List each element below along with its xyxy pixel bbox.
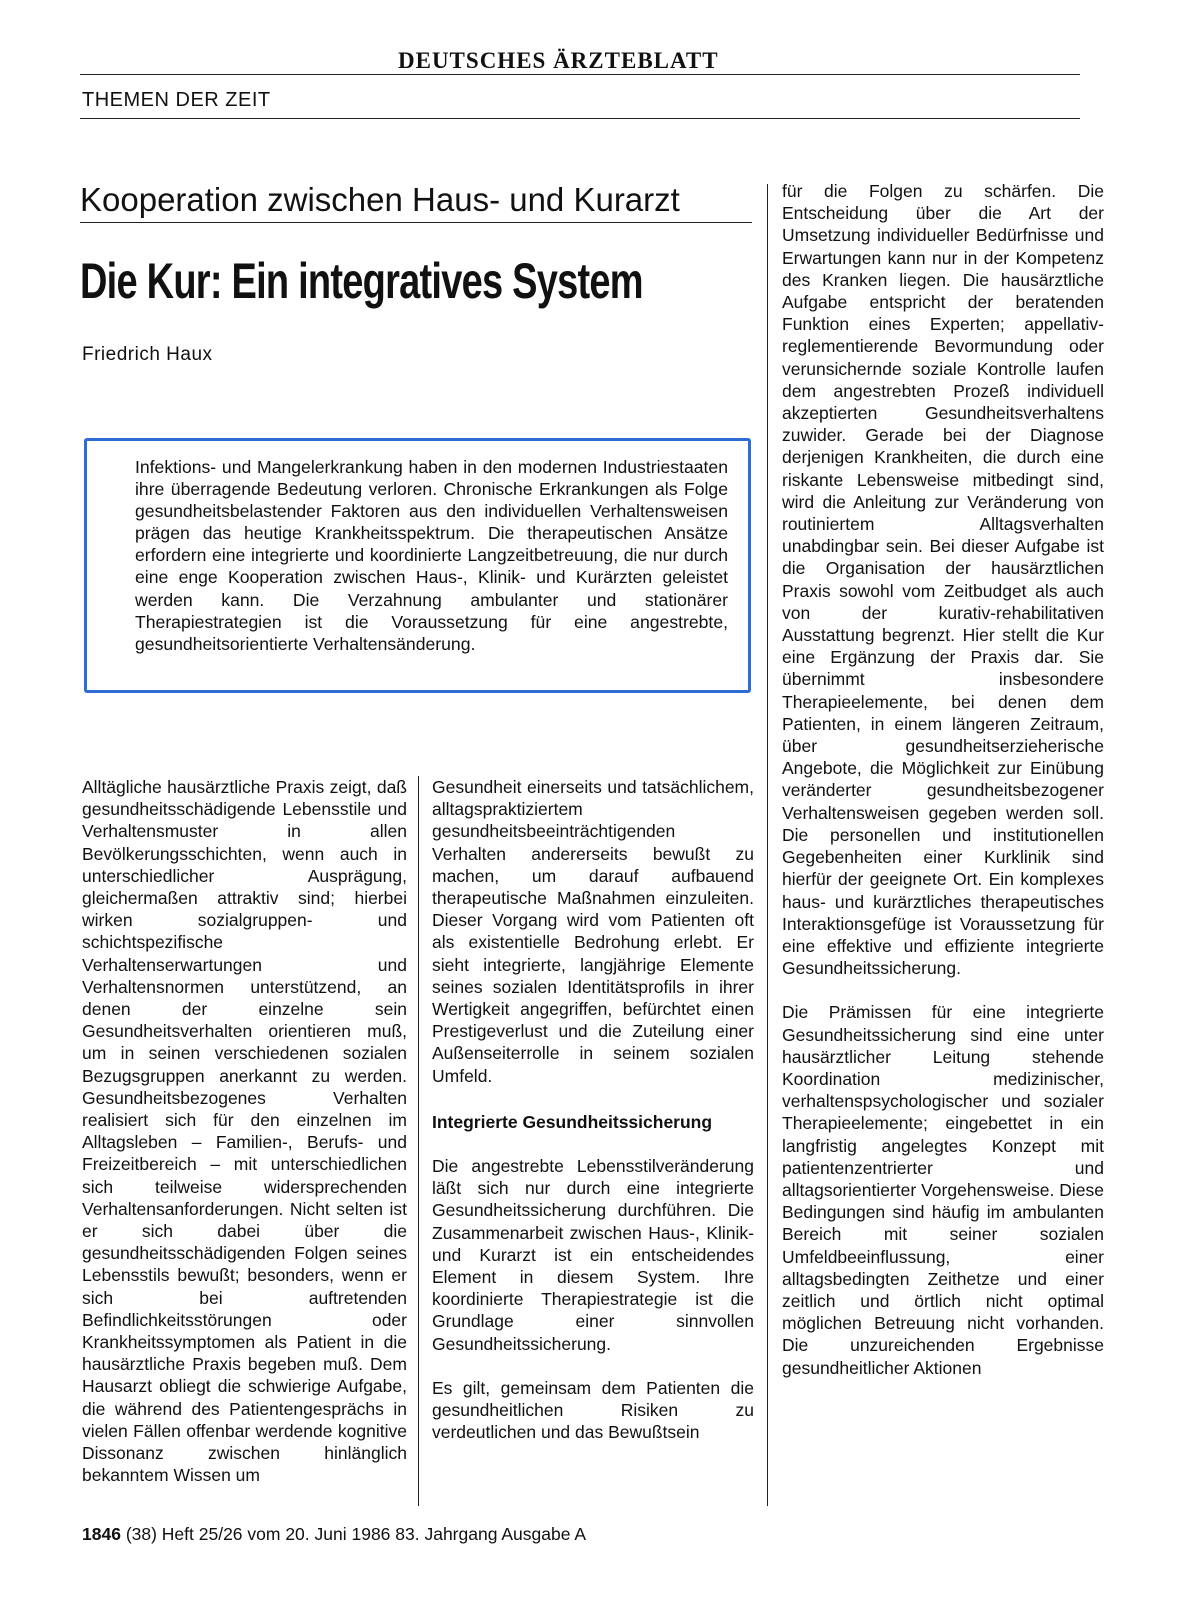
edition-label: Ausgabe A — [501, 1524, 587, 1544]
section-label: THEMEN DER ZEIT — [82, 89, 271, 111]
abstract-box — [84, 438, 751, 693]
article-kicker: Kooperation zwischen Haus- und Kurarzt — [80, 178, 752, 223]
subheading: Integrierte Gesundheitssicherung — [432, 1111, 713, 1132]
article-author: Friedrich Haux — [82, 344, 213, 365]
text-column-3 — [782, 180, 1104, 1379]
paragraph: Es gilt, gemeinsam dem Patienten die gesundheitlichen Risiken zu verdeutlichen und das Bewußtsein — [432, 1377, 754, 1443]
paragraph: für die Folgen zu schärfen. Die Entscheidung über die Art der Umsetzung individueller Bedürfnisse und Erwartungen kann nur in der Kompetenz des Kranken liegen. Die hausärztliche Aufgabe entspricht der beratenden Funktion eines Experten; appellativ-reglementierende Bevormundung oder verunsichernde soziale Kontrolle laufen dem angestrebten Prozeß individuell akzeptierten Gesundheitsverhaltens zuwider. Gerade bei der Diagnose derjenigen Krankheiten, die durch eine riskante Lebensweise mitbedingt sind, wird die Anleitung zur Veränderung von routiniertem Alltagsverhalten unabdingbar sein. Bei dieser Aufgabe ist die Organisation der hausärztlichen Praxis sowohl vom Zeitbudget als auch von der kurativ-rehabilitativen Ausstattung begrenzt. Hier stellt die Kur eine Ergänzung der Praxis dar. Sie übernimmt insbesondere Therapieelemente, bei denen dem Patienten, in einem längeren Zeitraum, über gesundheitserzieherische Angebote, die Möglichkeit zur Einübung veränderter gesundheitsbezogener Verhaltensweisen gegeben werden soll. Die personellen und institutionellen Gegebenheiten einer Kurklinik sind hierfür der geeignete Ort. Ein komplexes haus- und kurärztliches therapeutisches Interaktionsgefüge ist Voraussetzung für eine effektive und effiziente integrierte Gesundheitssicherung. — [782, 181, 1104, 979]
masthead-title: DEUTSCHES ÄRZTEBLATT — [398, 48, 719, 73]
text-column-1 — [82, 776, 407, 1487]
header-rule — [80, 118, 1080, 119]
article-headline: Die Kur: Ein integratives System — [80, 253, 643, 309]
paragraph: Die angestrebte Lebensstilveränderung läßt sich nur durch eine integrierte Gesundheitssicherung durchführen. Die Zusammenarbeit zwischen Haus-, Klinik- und Kurarzt ist ein entscheidendes Element in diesem System. Ihre koordinierte Therapiestrategie ist die Grundlage einer sinnvollen Gesundheitssicherung. — [432, 1156, 754, 1354]
page-number: 1846 — [82, 1524, 121, 1544]
column-divider — [767, 184, 768, 1506]
masthead-rule — [80, 74, 1080, 75]
paragraph: Die Prämissen für eine integrierte Gesundheitssicherung sind eine unter hausärztlicher Leitung stehende Koordination medizinischer, verhaltenspsychologischer und sozialer Therapieelemente; eingebettet in ein langfristig angelegtes Konzept mit patientenzentrierter und alltagsorientierter Vorgehensweise. Diese Bedingungen sind häufig im ambulanten Bereich mit seiner sozialen Umfeldbeeinflussung, einer alltagsbedingten Zeithetze und einer zeitlich und örtlich nicht optimal möglichen Betreuung nicht vorhanden. Die unzureichenden Ergebnisse gesundheitlicher Aktionen — [782, 1002, 1104, 1378]
paragraph: Alltägliche hausärztliche Praxis zeigt, daß gesundheitsschädigende Lebensstile und Verhaltensmuster in allen Bevölkerungsschichten, wenn auch in unterschiedlicher Ausprägung, gleichermaßen attraktiv sind; hierbei wirken sozialgruppen- und schichtspezifische Verhaltenserwartungen und Verhaltensnormen unterstützend, an denen der einzelne sein Gesundheitsverhalten orientieren muß, um in seinen verschiedenen sozialen Bezugsgruppen anerkannt zu werden. Gesundheitsbezogenes Verhalten realisiert sich für den einzelnen im Alltagsleben – Familien-, Berufs- und Freizeitbereich – mit unterschiedlichen sich teilweise widersprechenden Verhaltensanforderungen. Nicht selten ist er sich dabei über die gesundheitsschädigenden Folgen seines Lebensstils bewußt; besonders, wenn er sich bei auftretenden Befindlichkeitsstörungen oder Krankheitssymptomen als Patient in die hausärztliche Praxis begeben muß. Dem Hausarzt obliegt die schwierige Aufgabe, die während des Patientengesprächs in vielen Fällen offenbar werdende kognitive Dissonanz zwischen hinlänglich bekanntem Wissen um — [82, 777, 407, 1486]
issue-info: (38) Heft 25/26 vom 20. Juni 1986 83. Jahrgang — [125, 1524, 498, 1544]
masthead — [80, 44, 1080, 76]
abstract-text: Infektions- und Mangelerkrankung haben in den modernen Industriestaaten ihre überragende Bedeutung verloren. Chronische Erkrankungen als Folge gesundheitsbelastender Faktoren aus den individuellen Verhaltensweisen prägen das heutige Krankheitsspektrum. Die therapeutischen Ansätze erfordern eine integrierte und koordinierte Langzeitbetreuung, die nur durch eine enge Kooperation zwischen Haus-, Klinik- und Kurärzten geleistet werden kann. Die Verzahnung ambulanter und stationärer Therapiestrategien ist die Voraussetzung für eine angestrebte, gesundheitsorientierte Verhaltensänderung. — [135, 457, 728, 654]
text-column-2 — [432, 776, 754, 1443]
paragraph: Gesundheit einerseits und tatsächlichem, alltagspraktiziertem gesundheitsbeeinträchtigenden Verhalten andererseits bewußt zu machen, um darauf aufbauend therapeutische Maßnahmen einzuleiten. Dieser Vorgang wird vom Patienten oft als existentielle Bedrohung erlebt. Er sieht integrierte, langjährige Elemente seines sozialen Identitätsprofils in ihrer Wertigkeit angegriffen, befürchtet einen Prestigeverlust und die Zuteilung einer Außenseiterrolle in seinem sozialen Umfeld. — [432, 777, 754, 1086]
page-footer — [82, 1524, 586, 1545]
column-divider — [418, 776, 419, 1506]
